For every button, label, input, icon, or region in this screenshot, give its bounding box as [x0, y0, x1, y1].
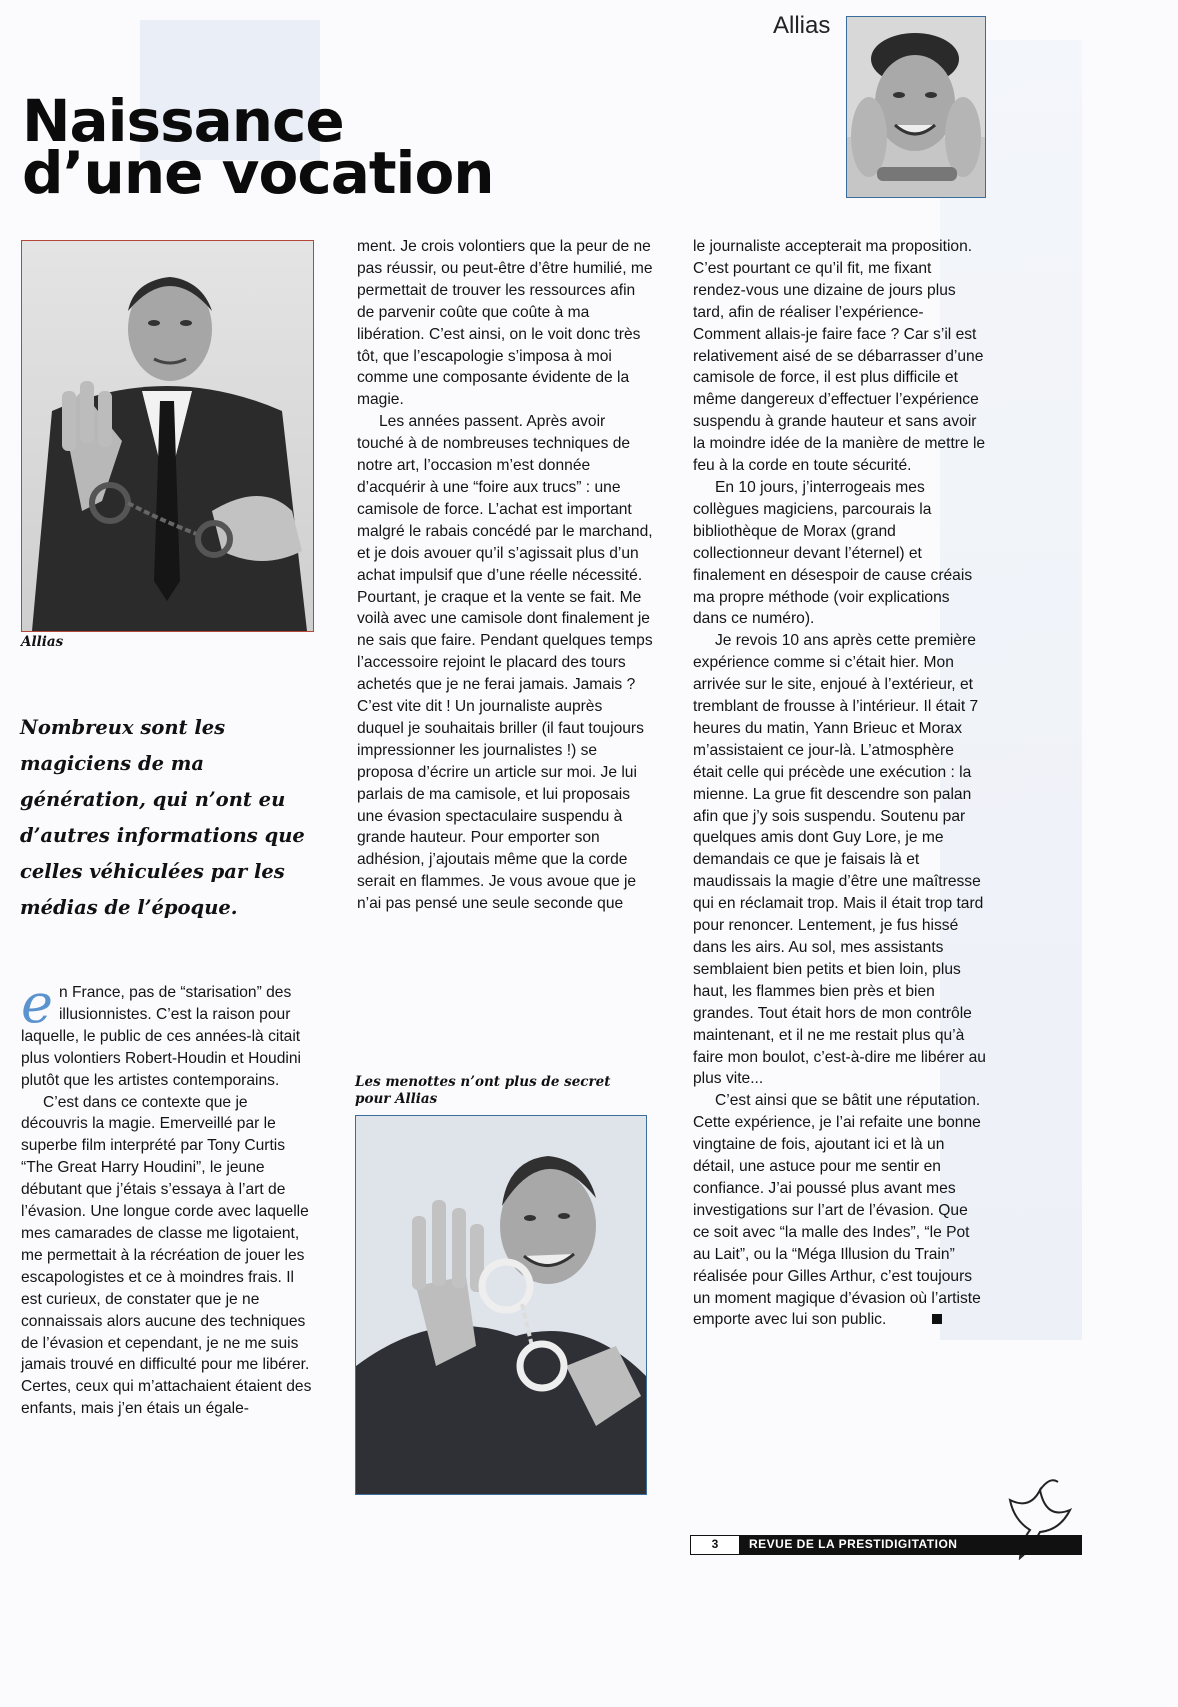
- page-footer: [690, 1535, 1082, 1555]
- article-paragraph-4: Les années passent. Après avoir touché à de nombreuses techniques de notre art, l’occasion m’est donnée d’acquérir à une “foire aux trucs” : une camisole de force. L’achat est important malgré le rabais concédé par le marchand, et je dois avouer qu’il s’agissait plus d’un achat impulsif que d’une réelle nécessité. Pourtant, je craque et la vente se fait. Me voilà avec une camisole dont finalement je ne sais que faire. Pendant quelques temps l’accessoire rejoint le placard des tours achetés que je ne ferai jamais. Jamais ? C’est vite dit ! Un journaliste auprès duquel je souhaitais briller (il faut toujours impressionner les journalistes !) se proposa d’écrire un article sur moi. Je lui parlais de ma camisole, et lui proposais une évasion spectaculaire suspendu à grande hauteur. Pour emporter son adhésion, j’ajoutais même que la corde serait en flammes. Je vous avoue que je n’ai pas pensé une seule seconde que: [357, 413, 653, 913]
- page-number: 3: [691, 1536, 739, 1554]
- headline: [22, 87, 494, 207]
- article-paragraph-6: En 10 jours, j’interrogeais mes collègues magiciens, parcourais la bibliothèque de Morax (grand collectionneur devant l’éternel) et finalement en désespoir de cause créais ma propre méthode (voir explications dans ce numéro).: [693, 478, 973, 628]
- pull-quote: Nombreux sont les magiciens de ma génération, qui n’ont eu d’autres informations que celles véhiculées par les médias de l’époque.: [20, 716, 305, 919]
- magician-open-handcuffs-photo: [355, 1115, 647, 1495]
- article-paragraph-1: [21, 972, 315, 1092]
- article-column-3: [693, 236, 987, 1331]
- headline-line-2: d’une vocation: [22, 139, 494, 207]
- article-column-2: [357, 236, 653, 915]
- photo1-caption: Allias: [21, 634, 64, 650]
- drop-cap: e: [21, 972, 53, 1035]
- author-portrait-photo: [846, 16, 986, 198]
- article-paragraph-5: le journaliste accepterait ma proposition. C’est pourtant ce qu’il fit, me fixant rendez-vous une dizaine de jours plus tard, afin de réaliser l’expérience- Comment allais-je faire face ? Car s’il est relativement aisé de se débarrasser d’une camisole de force, il est plus difficile et même dangereux d’effectuer l’expérience suspendu à grande hauteur et sans avoir la moindre idée de la manière de mettre le feu à la corde en toute sécurité.: [693, 238, 986, 475]
- magazine-title: REVUE DE LA PRESTIDIGITATION: [739, 1536, 1081, 1554]
- end-of-article-mark: [932, 1314, 942, 1324]
- article-column-1: [21, 972, 315, 1420]
- headline-line-1: Naissance: [22, 87, 344, 155]
- author-label: Allias: [773, 12, 831, 39]
- magician-handcuffs-photo: [21, 240, 314, 632]
- article-paragraph-3: ment. Je crois volontiers que la peur de ne pas réussir, ou peut-être d’être humilié, me permettait de trouver les ressources afin de parvenir coûte que coûte à ma libération. C’est ainsi, on le voit donc très tôt, que l’escapologie s’imposa à moi comme une composante évidente de la magie.: [357, 238, 653, 409]
- article-paragraph-8-text: C’est ainsi que se bâtit une réputation. Cette expérience, je l’ai refaite une bonne vingtaine de fois, ajoutant ici et là un détail, une astuce pour me sentir en confiance. J’ai poussé plus avant mes investigations sur l’art de l’évasion. Que ce soit avec “la malle des Indes”, “le Pot au Lait”, ou la “Méga Illusion du Train” réalisée pour Gilles Arthur, c’est toujours un moment magique d’évasion où l’artiste emporte avec lui son public.: [693, 1092, 981, 1329]
- article-paragraph-1-text: n France, pas de “starisation” des illusionnistes. C’est la raison pour laquelle, le public de ces années-là citait plus volontiers Robert-Houdin et Houdini plutôt que les artistes contemporains.: [21, 984, 301, 1089]
- article-paragraph-2: C’est dans ce contexte que je découvris la magie. Emerveillé par le superbe film interprété par Tony Curtis “The Great Harry Houdini”, le jeune débutant que j’étais s’essaya à l’art de l’évasion. Une longue corde avec laquelle mes camarades de classe me ligotaient, me permettait à la récréation de jouer les escapologistes et ce à moindres frais. Il est curieux, de constater que je ne connaissais alors aucune des techniques de l’évasion et cependant, je ne me suis jamais trouvé en difficulté pour me libérer. Certes, ceux qui m’attachaient étaient des enfants, mais j’en étais un égale-: [21, 1093, 312, 1418]
- article-paragraph-8: [693, 1090, 987, 1331]
- article-paragraph-7: Je revois 10 ans après cette première expérience comme si c’était hier. Mon arrivée sur le site, enjoué à l’extérieur, et tremblant de frousse à l’intérieur. Il était 7 heures du matin, Yann Brieuc et Morax m’assistaient ce jour-là. L’atmosphère était celle qui précède une exécution : la mienne. La grue fit descendre son palan afin que j’y sois suspendu. Soutenu par quelques amis dont Guy Lore, je me demandais ce que je faisais là et maudissais la magie d’être une maîtresse qui en réclamait trop. Mais il était trop tard pour renoncer. Lentement, je fus hissé dans les airs. Au sol, mes assistants semblaient bien petits et bien loin, plus haut, les flammes bien près et bien grandes. Tout était hors de mon contrôle maintenant, et il ne me restait plus qu’à faire mon boulot, c’est-à-dire me libérer au plus vite...: [693, 632, 986, 1088]
- photo2-caption: Les menottes n’ont plus de secret pour Allias: [355, 1074, 611, 1107]
